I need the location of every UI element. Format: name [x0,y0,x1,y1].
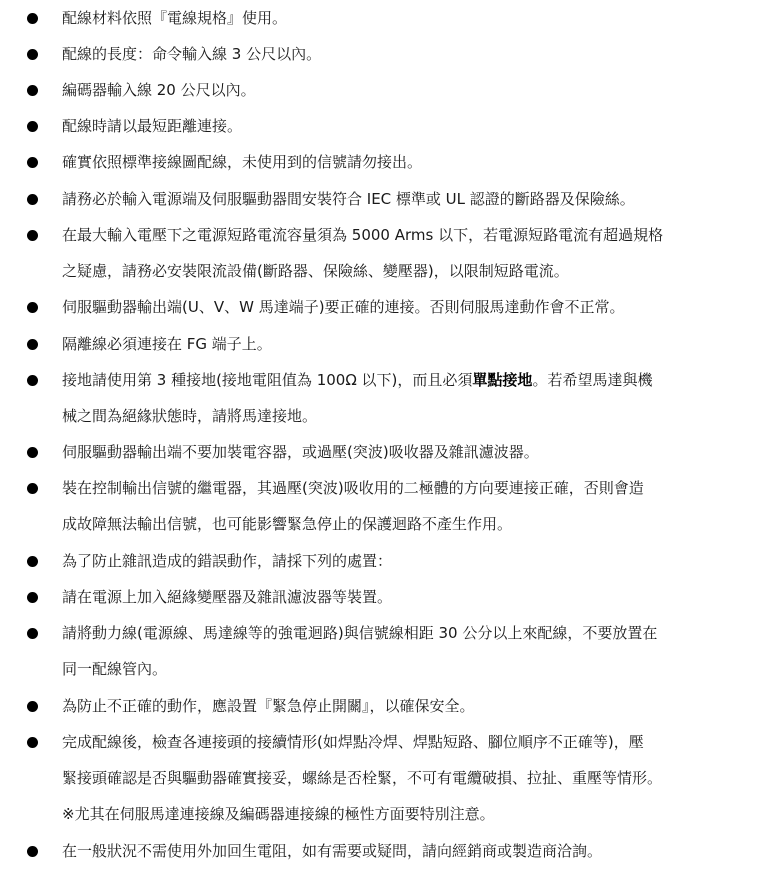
list-item-text: 為防止不正確的動作，應設置『緊急停止開關』，以確保安全。 [62,697,475,715]
grounding-text-start: 接地請使用第 3 種接地(接地電阻值為 100Ω 以下)，而且必須 [62,371,473,389]
bullet-icon [27,628,38,639]
list-item-text: 完成配線後，檢查各連接頭的接續情形(如焊點冷焊、焊點短路、腳位順序不正確等)，壓 [62,733,644,751]
list-item-text: 伺服驅動器輸出端不要加裝電容器，或過壓(突波)吸收器及雜訊濾波器。 [62,443,539,461]
polarity-note-text: ※尤其在伺服馬達連接線及編碼器連接線的極性方面要特別注意。 [62,805,495,823]
list-item-text: 之疑慮，請務必安裝限流設備(斷路器、保險絲、變壓器)，以限制短路電流。 [62,262,569,280]
bullet-icon [27,556,38,567]
list-item-text: 編碼器輸入線 20 公尺以內。 [62,81,256,99]
bullet-icon [27,194,38,205]
bullet-icon [27,49,38,60]
bullet-icon [27,302,38,313]
bullet-icon [27,447,38,458]
bullet-icon [27,846,38,857]
bullet-icon [27,701,38,712]
single-point-ground-emphasis: 單點接地 [472,371,533,389]
bullet-icon [27,121,38,132]
bullet-icon [27,157,38,168]
bullet-icon [27,375,38,386]
bullet-icon [27,339,38,350]
grounding-text-end: 。若希望馬達與機 [532,371,653,389]
list-item-text: 在最大輸入電壓下之電源短路電流容量須為 5000 Arms 以下，若電源短路電流有超過規格 [62,226,664,244]
list-item-text: 配線時請以最短距離連接。 [62,117,243,135]
bullet-icon [27,737,38,748]
list-item-text: 裝在控制輸出信號的繼電器，其過壓(突波)吸收用的二極體的方向要連接正確，否則會造 [62,479,644,497]
bullet-icon [27,230,38,241]
bullet-icon [27,592,38,603]
list-item-text: 配線的長度：命令輸入線 3 公尺以內。 [62,45,322,63]
list-item-text: 械之間為絕緣狀態時，請將馬達接地。 [62,407,318,425]
list-item-text: 在一般狀況不需使用外加回生電阻，如有需要或疑問，請向經銷商或製造商洽詢。 [62,842,603,860]
list-item-text: 同一配線管內。 [62,660,168,678]
bullet-icon [27,13,38,24]
bullet-icon [27,483,38,494]
list-item-text [62,362,652,398]
list-item-text: 為了防止雜訊造成的錯誤動作，請採下列的處置： [62,552,393,570]
list-item-text: 請將動力線(電源線、馬達線等的強電迴路)與信號線相距 30 公分以上來配線，不要放置在 [62,624,658,642]
bullet-icon [27,85,38,96]
list-item-text: 隔離線必須連接在 FG 端子上。 [62,335,272,353]
list-item-text: 緊接頭確認是否與驅動器確實接妥，螺絲是否栓緊，不可有電纜破損、拉扯、重壓等情形。 [62,769,663,787]
list-item-text: 成故障無法輸出信號，也可能影響緊急停止的保護迴路不產生作用。 [62,515,513,533]
list-item-text: 伺服驅動器輸出端(U、V、W 馬達端子)要正確的連接。否則伺服馬達動作會不正常。 [62,298,625,316]
list-item-text: 配線材料依照『電線規格』使用。 [62,9,288,27]
list-item-text: 確實依照標準接線圖配線，未使用到的信號請勿接出。 [62,153,423,171]
list-item-text: 請務必於輸入電源端及伺服驅動器間安裝符合 IEC 標準或 UL 認證的斷路器及保險絲。 [62,190,635,208]
list-item-text: 請在電源上加入絕緣變壓器及雜訊濾波器等裝置。 [62,588,393,606]
